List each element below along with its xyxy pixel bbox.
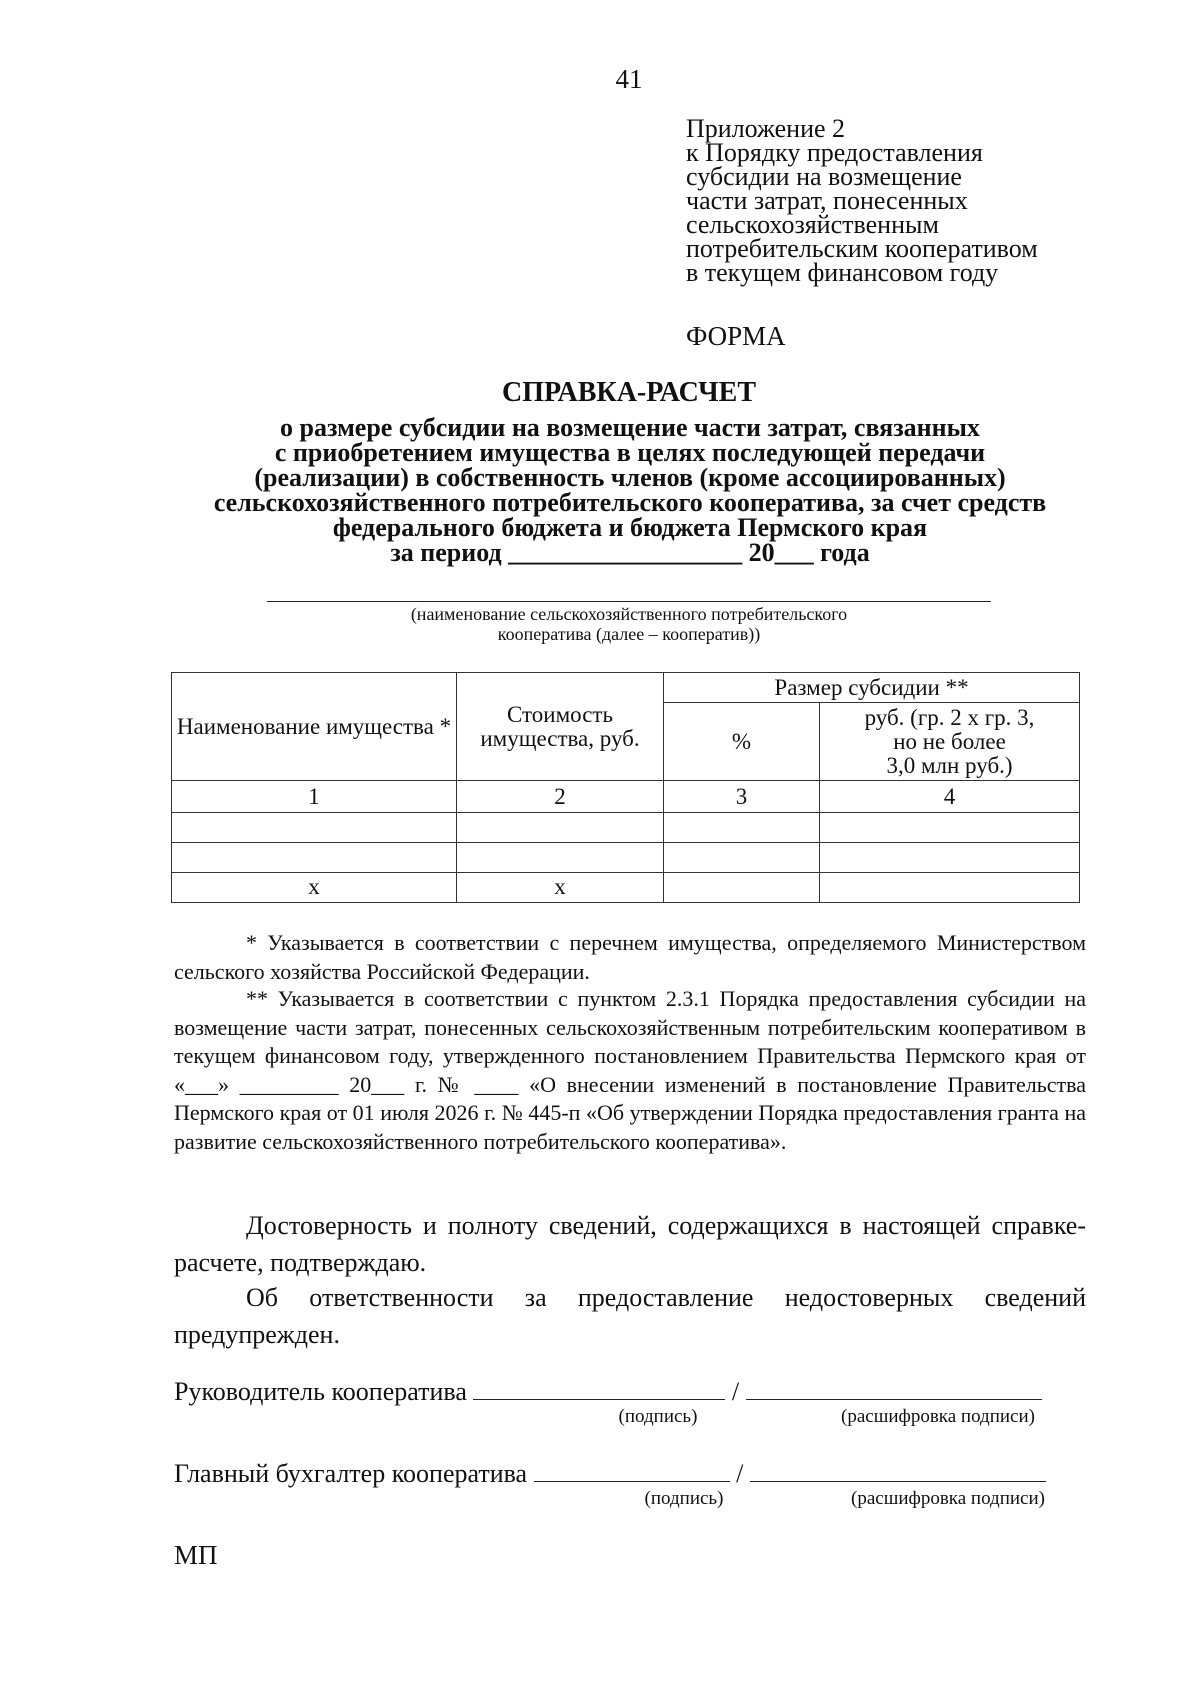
subtitle-line: федерального бюджета и бюджета Пермского края: [332, 513, 928, 542]
organization-name-line: [267, 601, 991, 602]
page-number: 41: [615, 64, 643, 94]
accountant-signature-field[interactable]: [534, 1459, 730, 1482]
table-cell[interactable]: [820, 812, 1080, 842]
annex-line: сельскохозяйственным: [686, 210, 939, 239]
col-header-rubles: [820, 703, 1080, 781]
annex-line: в текущем финансовом году: [686, 258, 999, 287]
table-cell[interactable]: [457, 842, 664, 872]
subtitle-line: с приобретением имущества в целях последующей передачи: [274, 438, 986, 467]
org-caption-line: (наименование сельскохозяйственного потребительского: [410, 604, 848, 624]
document-subtitle: [60, 415, 1200, 565]
head-signature-label: Руководитель кооператива: [174, 1377, 467, 1406]
table-cell: 1: [172, 781, 457, 812]
table-cell[interactable]: [664, 872, 820, 902]
period-line: за период __________________ 20___ года: [390, 538, 870, 567]
head-signature-field[interactable]: [473, 1377, 725, 1400]
table-cell[interactable]: [820, 842, 1080, 872]
signature-separator: /: [731, 1377, 740, 1406]
table-cell: 4: [820, 781, 1080, 812]
table-row: [172, 812, 1080, 842]
col-header-percent: %: [664, 703, 820, 781]
table-cell[interactable]: [664, 812, 820, 842]
annex-line: субсидии на возмещение: [686, 162, 962, 191]
rubles-header-line: но не более: [893, 728, 1006, 754]
table-cell[interactable]: [820, 872, 1080, 902]
subsidy-table: [171, 672, 1080, 903]
table-cell: 3: [664, 781, 820, 812]
org-caption-line: кооператива (далее – кооператив)): [497, 624, 761, 644]
document-title: СПРАВКА-РАСЧЕТ: [501, 377, 757, 408]
accountant-signature-row: [174, 1459, 1046, 1489]
subtitle-line: сельскохозяйственного потребительского кооператива, за счет средств: [213, 488, 1047, 517]
table-cell: x: [172, 872, 457, 902]
accountant-decoding-caption: (расшифровка подписи): [851, 1488, 1045, 1509]
rubles-header-line: 3,0 млн руб.): [886, 752, 1013, 778]
annex-line: потребительским кооперативом: [686, 234, 1038, 263]
accountant-signature-decoding-field[interactable]: [750, 1459, 1046, 1482]
annex-line: к Порядку предоставления: [686, 138, 983, 167]
table-row-total: [172, 872, 1080, 902]
annex-heading: [686, 114, 1038, 287]
signature-separator: /: [736, 1459, 744, 1488]
table-row-numbering: [172, 781, 1080, 812]
subtitle-line: о размере субсидии на возмещение части затрат, связанных: [280, 413, 980, 442]
rubles-header-line: руб. (гр. 2 х гр. 3,: [864, 704, 1035, 730]
subtitle-line: (реализации) в собственность членов (кроме ассоциированных): [254, 463, 1006, 492]
footnote-2: ** Указывается в соответствии с пунктом 2.3.1 Порядка предоставления субсидии на возмещение части затрат, понесенных сельскохозяйственным потребительским кооперативом в текущем финансовом году, утвержденного постановлением Правительства Пермского края от «___» _________ 20___ г. № ____ «О внесении изменений в постановление Правительства Пермского края от 01 июля 2026 г. № 445-п «Об утверждении Порядка предоставления гранта на развитие сельскохозяйственного потребительского кооператива».: [174, 986, 1086, 1154]
accountant-signature-label: Главный бухгалтер кооператива: [174, 1459, 528, 1488]
liability-statement: Об ответственности за предоставление недостоверных сведений предупрежден.: [174, 1283, 1086, 1349]
annex-line: Приложение 2: [686, 114, 846, 143]
table-row: [172, 842, 1080, 872]
form-label: ФОРМА: [686, 321, 786, 351]
table-cell[interactable]: [457, 812, 664, 842]
head-signature-caption: (подпись): [618, 1406, 698, 1427]
annex-line: части затрат, понесенных: [686, 186, 968, 215]
table-cell[interactable]: [172, 842, 457, 872]
table-cell: 2: [457, 781, 664, 812]
head-decoding-caption: (расшифровка подписи): [841, 1406, 1035, 1427]
table-cell[interactable]: [664, 842, 820, 872]
organization-caption: [267, 604, 991, 644]
accountant-signature-caption: (подпись): [644, 1488, 724, 1509]
col-header-property-name: Наименование имущества *: [172, 673, 457, 781]
col-header-subsidy-size: Размер субсидии **: [664, 673, 1080, 703]
col-header-property-cost: Стоимость имущества, руб.: [457, 673, 664, 781]
confirmation-statement: Достоверность и полноту сведений, содержащихся в настоящей справке-расчете, подтверждаю.: [174, 1211, 1086, 1277]
footnote-1: * Указывается в соответствии с перечнем имущества, определяемого Министерством сельского хозяйства Российской Федерации.: [174, 930, 1086, 984]
table-cell[interactable]: [172, 812, 457, 842]
stamp-placeholder: МП: [174, 1540, 218, 1570]
table-cell: x: [457, 872, 664, 902]
head-signature-row: [174, 1377, 1042, 1407]
head-signature-decoding-field[interactable]: [746, 1377, 1042, 1400]
